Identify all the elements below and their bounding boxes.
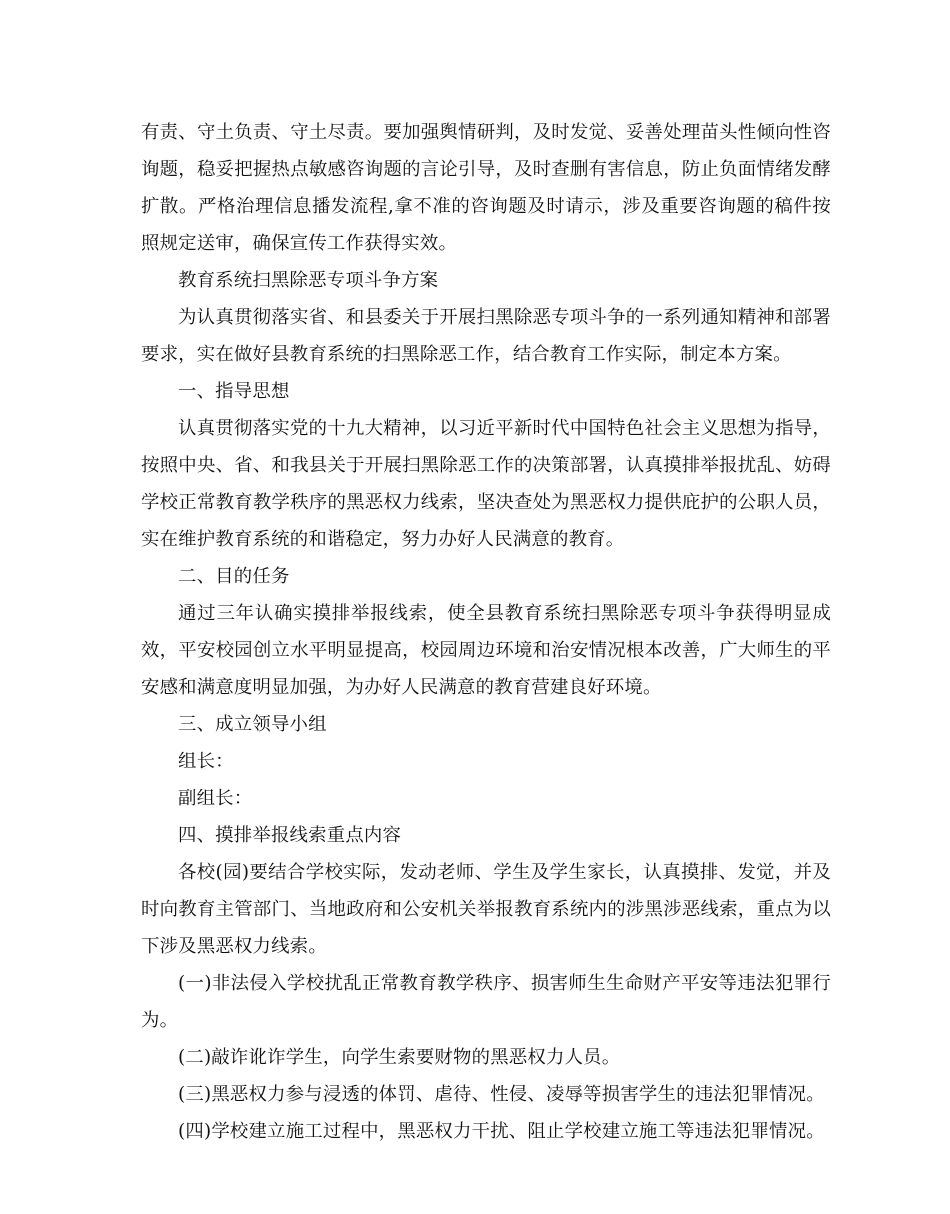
paragraph-continuation: 有责、守土负责、守土尽责。要加强舆情研判，及时发觉、妥善处理苗头性倾向性咨询题，稳妥把握热点敏感咨询题的言论引导，及时查删有害信息，防止负面情绪发酵扩散。严格治理信息播发流程,拿不准的咨询题及时请示，涉及重要咨询题的稿件按照规定送审，确保宣传工作获得实效。 (141, 122, 831, 254)
list-item-2: (二)敲诈讹诈学生，向学生索要财物的黑恶权力人员。 (178, 1047, 621, 1068)
section-heading-4: 四、摸排举报线索重点内容 (178, 825, 402, 846)
list-item-4: (四)学校建立施工过程中，黑恶权力干扰、阻止学校建立施工等违法犯罪情况。 (178, 1121, 825, 1142)
document-title: 教育系统扫黑除恶专项斗争方案 (178, 270, 439, 291)
section-heading-3: 三、成立领导小组 (178, 714, 327, 735)
list-item-3: (三)黑恶权力参与浸透的体罚、虐待、性侵、凌辱等损害学生的违法犯罪情况。 (178, 1084, 825, 1105)
list-item-1: (一)非法侵入学校扰乱正常教育教学秩序、损害师生生命财产平安等违法犯罪行为。 (141, 973, 831, 1031)
paragraph-goals: 通过三年认确实摸排举报线索，使全县教育系统扫黑除恶专项斗争获得明显成效，平安校园创立水平明显提高，校园周边环境和治安情况根本改善，广大师生的平安感和满意度明显加强，为办好人民满意的教育营建良好环境。 (141, 603, 831, 698)
section-heading-1: 一、指导思想 (178, 381, 290, 402)
document-body (141, 114, 831, 1150)
paragraph-key-content: 各校(园)要结合学校实际，发动老师、学生及学生家长，认真摸排、发觉，并及时向教育主管部门、当地政府和公安机关举报教育系统内的涉黑涉恶线索，重点为以下涉及黑恶权力线索。 (141, 862, 831, 957)
group-leader-label: 组长： (178, 751, 234, 772)
paragraph-intro: 为认真贯彻落实省、和县委关于开展扫黑除恶专项斗争的一系列通知精神和部署要求，实在做好县教育系统的扫黑除恶工作，结合教育工作实际，制定本方案。 (141, 307, 831, 365)
deputy-leader-label: 副组长： (178, 788, 253, 809)
section-heading-2: 二、目的任务 (178, 566, 290, 587)
paragraph-guiding-thought: 认真贯彻落实党的十九大精神，以习近平新时代中国特色社会主义思想为指导，按照中央、省、和我县关于开展扫黑除恶工作的决策部署，认真摸排举报扰乱、妨碍学校正常教育教学秩序的黑恶权力线索，坚决查处为黑恶权力提供庇护的公职人员，实在维护教育系统的和谐稳定，努力办好人民满意的教育。 (141, 418, 831, 550)
